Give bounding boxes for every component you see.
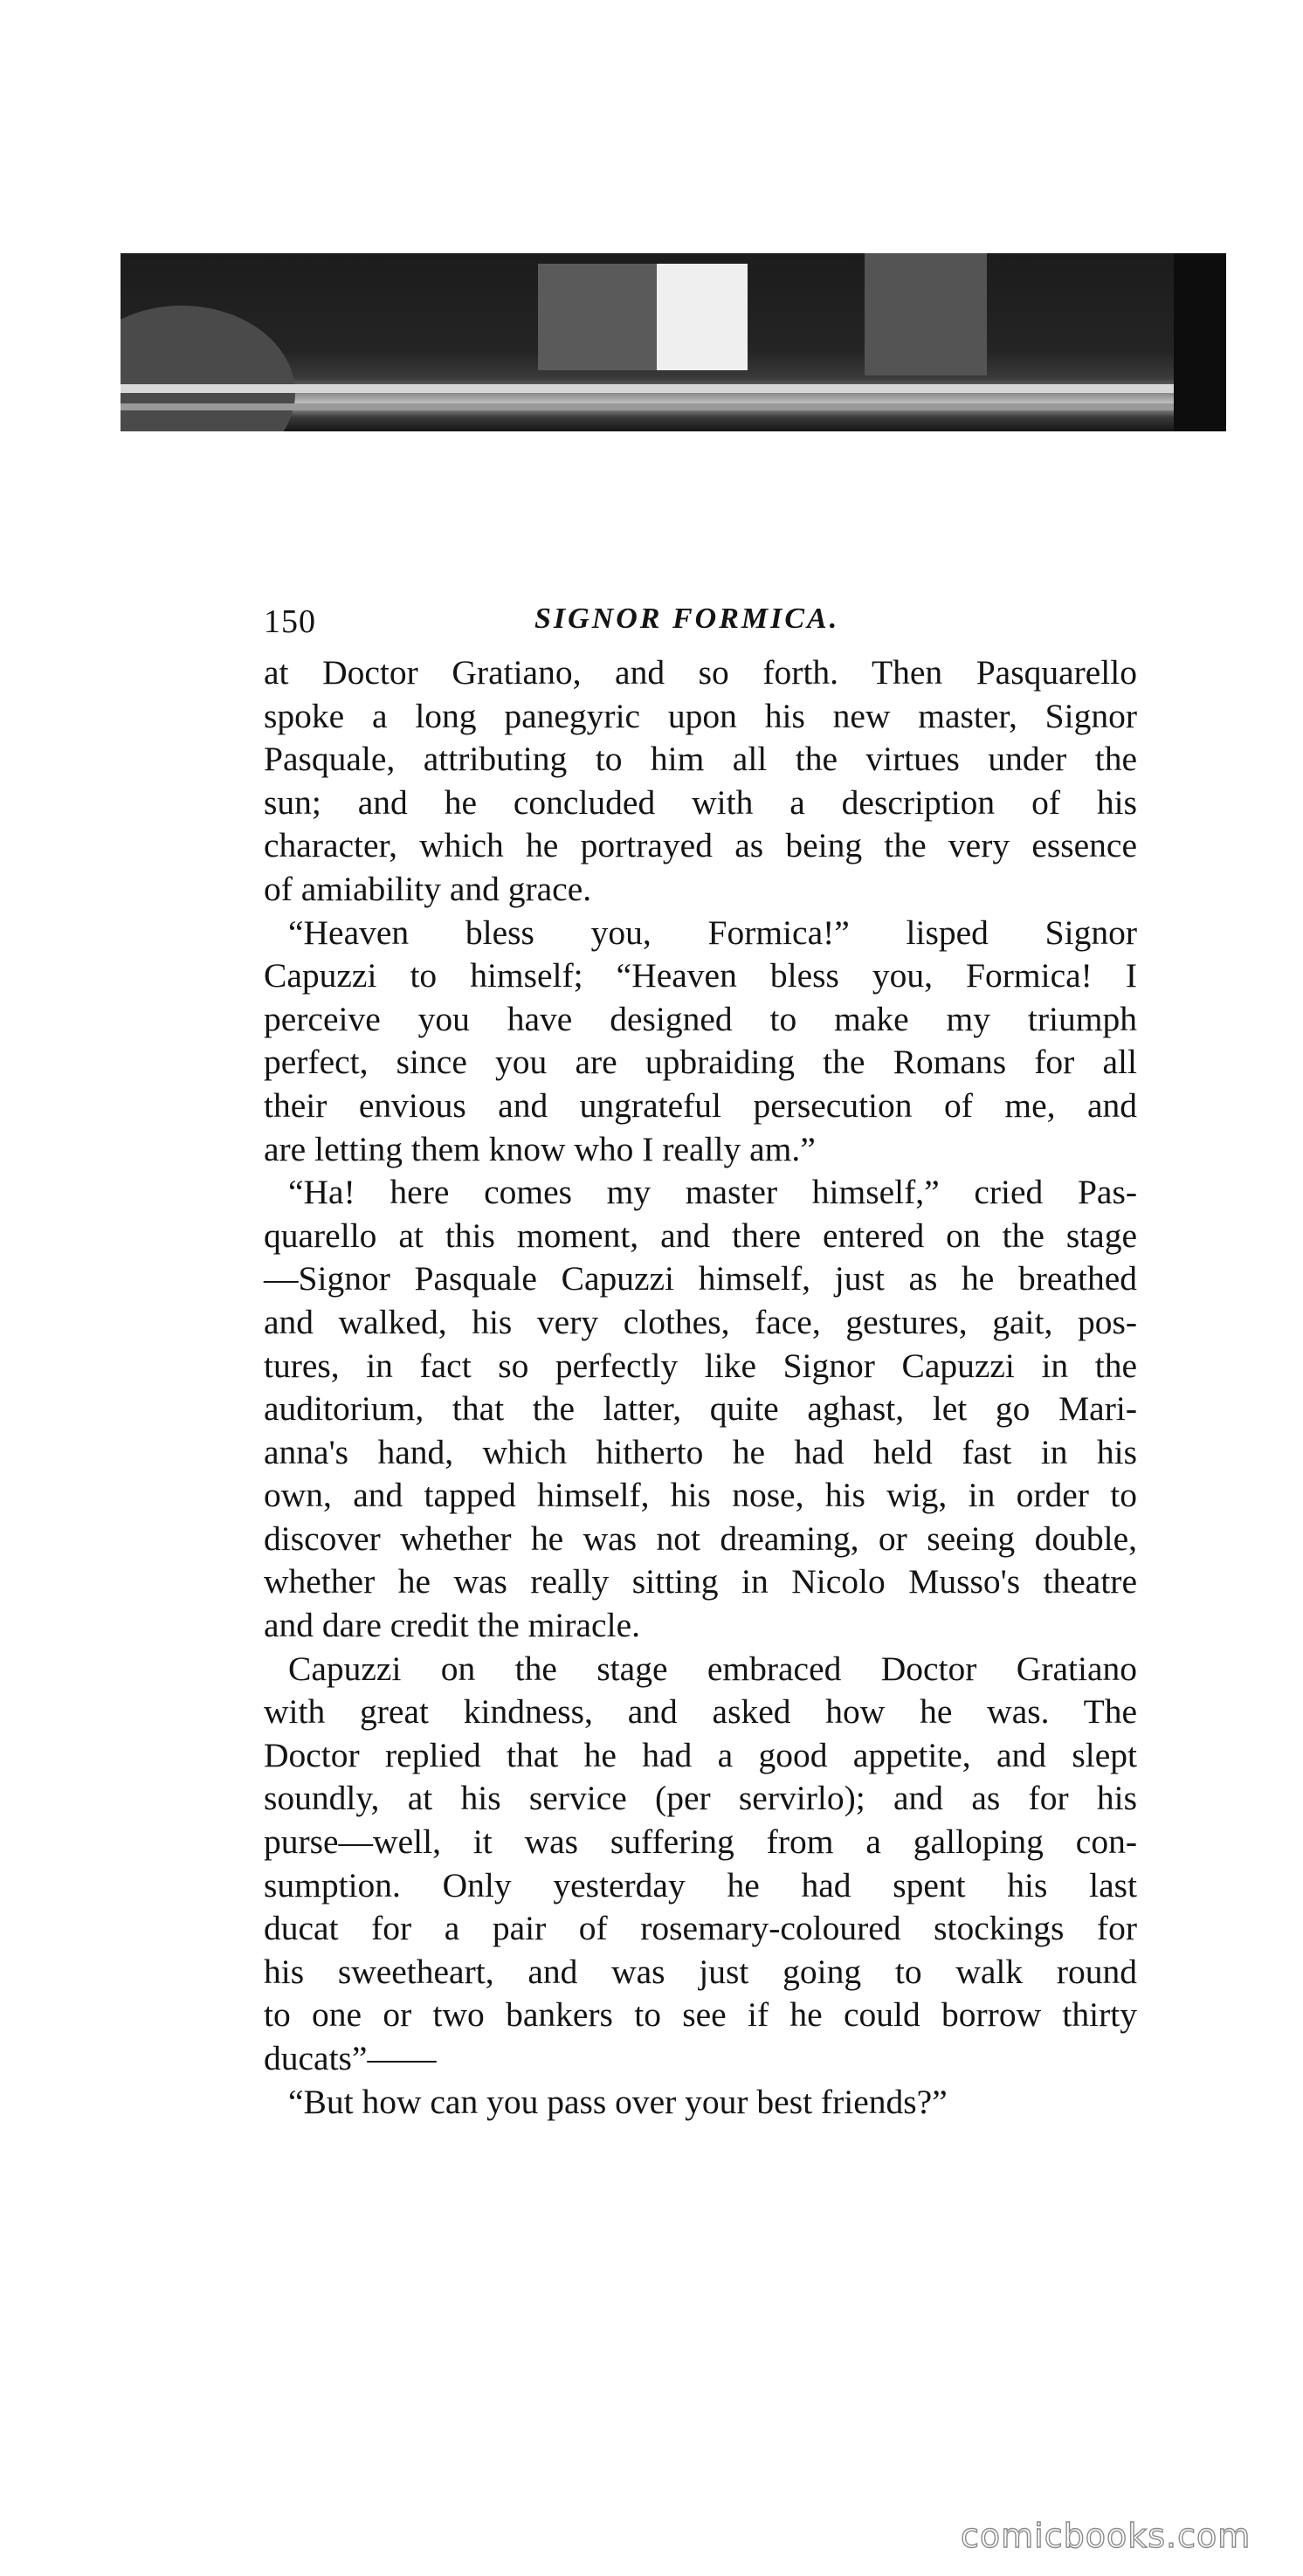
text-line: are letting them know who I really am.” xyxy=(264,1129,816,1168)
text-line: whether he was really sitting in Nicolo Musso's theatre xyxy=(264,1562,1137,1601)
text-line: purse—well, it was suffering from a galloping con- xyxy=(264,1822,1137,1862)
text-line: sun; and he concluded with a description of his xyxy=(264,782,1137,822)
paragraph xyxy=(264,1648,1137,2081)
text-line: discover whether he was not dreaming, or seeing double, xyxy=(264,1519,1137,1558)
text-line: perceive you have designed to make my triumph xyxy=(264,999,1137,1038)
text-line: “Ha! here comes my master himself,” cried Pas- xyxy=(288,1173,1137,1212)
text-line: Pasquale, attributing to him all the virtues under the xyxy=(264,740,1137,779)
illustration-rail-lower xyxy=(121,403,1226,410)
text-line: their envious and ungrateful persecution of me, and xyxy=(264,1085,1137,1125)
text-line: ducats”—— xyxy=(264,2039,437,2077)
text-line: own, and tapped himself, his nose, his wig, in order to xyxy=(264,1476,1137,1515)
paragraph xyxy=(264,1171,1137,1648)
illustration-dome-shape xyxy=(121,306,295,431)
text-line: at Doctor Gratiano, and so forth. Then Pasquarello xyxy=(264,653,1137,692)
text-line: and dare credit the miracle. xyxy=(264,1606,640,1645)
text-line: and walked, his very clothes, face, gestures, gait, pos- xyxy=(264,1302,1137,1341)
text-line: quarello at this moment, and there entered on the stage xyxy=(264,1216,1137,1255)
text-line: soundly, at his service (per servirlo); and as for his xyxy=(264,1779,1137,1818)
text-line: anna's hand, which hitherto he had held fast in his xyxy=(264,1432,1137,1471)
page-number: 150 xyxy=(264,603,316,640)
text-line: ducat for a pair of rosemary-coloured stockings for xyxy=(264,1909,1137,1948)
illustration-window-light-pane xyxy=(657,264,748,370)
text-line: Capuzzi to himself; “Heaven bless you, Formica! I xyxy=(264,956,1137,995)
text-line: perfect, since you are upbraiding the Romans for all xyxy=(264,1043,1137,1082)
text-line: Capuzzi on the stage embraced Doctor Gratiano xyxy=(288,1649,1137,1688)
book-page xyxy=(264,603,1137,2124)
running-title: SIGNOR FORMICA. xyxy=(534,603,840,635)
text-line: character, which he portrayed as being the very essence xyxy=(264,826,1137,865)
illustration-rail xyxy=(121,384,1177,393)
paragraph xyxy=(264,2081,1137,2125)
text-line: his sweetheart, and was just going to walk round xyxy=(264,1952,1137,1991)
scanned-illustration-fragment xyxy=(121,253,1226,431)
body-text xyxy=(264,651,1137,2124)
text-line: with great kindness, and asked how he was. The xyxy=(264,1692,1137,1732)
illustration-corner xyxy=(1174,253,1226,431)
text-line: “Heaven bless you, Formica!” lisped Signor xyxy=(288,913,1137,952)
running-head xyxy=(264,603,1137,646)
text-line: sumption. Only yesterday he had spent his last xyxy=(264,1865,1137,1904)
illustration-block xyxy=(865,253,987,375)
text-line: to one or two bankers to see if he could borrow thirty xyxy=(264,1995,1137,2035)
text-line: auditorium, that the latter, quite aghast, let go Mari- xyxy=(264,1389,1137,1429)
illustration-window xyxy=(538,264,748,370)
text-line: —Signor Pasquale Capuzzi himself, just as he breathed xyxy=(264,1259,1137,1298)
text-line: “But how can you pass over your best friends?” xyxy=(288,2082,948,2121)
illustration-window-dark-pane xyxy=(538,264,657,370)
text-line: spoke a long panegyric upon his new master, Signor xyxy=(264,696,1137,735)
text-line: of amiability and grace. xyxy=(264,869,592,908)
watermark-text: comicbooks.com xyxy=(961,2517,1251,2555)
text-line: tures, in fact so perfectly like Signor Capuzzi in the xyxy=(264,1346,1137,1385)
paragraph xyxy=(264,912,1137,1172)
text-line: Doctor replied that he had a good appetite, and slept xyxy=(264,1735,1137,1774)
paragraph xyxy=(264,651,1137,912)
